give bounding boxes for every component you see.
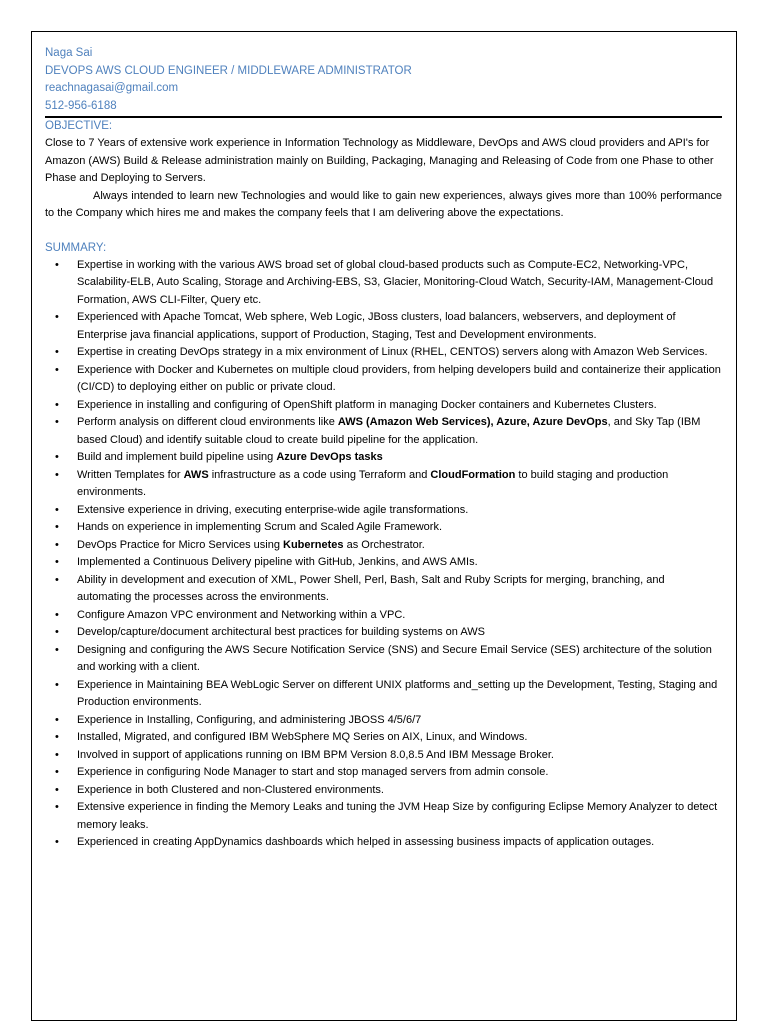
summary-item [45,344,722,362]
summary-item-text: Involved in support of applications running on IBM BPM Version 8.0,8.5 And IBM Message Broker. [77,748,554,761]
bullet-icon: • [55,713,59,726]
summary-item-text: , and Sky Tap (IBM based Cloud) and identify suitable cloud to create build pipeline for the application. [77,416,701,446]
bullet-icon: • [55,503,59,516]
objective-paragraph-2: Always intended to learn new Technologies and would like to gain new experiences, always gives more than 100% performance to the Company which hires me and makes the company feels that I am delivering above the expectations. [45,189,722,219]
summary-item-text: Designing and configuring the AWS Secure Notification Service (SNS) and Secure Email Service (SES) architecture of the solution and working with a client. [77,643,712,673]
bullet-icon: • [55,538,59,551]
bullet-icon: • [55,468,59,481]
bullet-icon: • [55,608,59,621]
candidate-email[interactable]: reachnagasai@gmail.com [45,82,179,94]
bullet-icon: • [55,731,59,743]
summary-item [45,607,722,625]
summary-item-text: Experienced in creating AppDynamics dashboards which helped in assessing business impacts of application outages. [77,836,655,848]
contact-header [45,45,722,115]
bullet-icon: • [55,573,59,586]
summary-item [45,537,722,555]
bullet-icon: • [55,626,59,638]
summary-item [45,257,722,310]
summary-item [45,572,722,607]
bullet-icon: • [55,398,59,411]
summary-item [45,642,722,677]
bullet-icon: • [55,643,59,656]
bullet-icon: • [55,451,59,463]
bullet-icon: • [55,416,59,428]
summary-item-text: to build staging and production environments. [77,468,669,498]
summary-item [45,677,722,712]
summary-item [45,764,722,782]
summary-item [45,502,722,520]
bullet-icon: • [55,801,59,813]
summary-item-text: Written Templates for [77,468,184,481]
objective-paragraph-1: Close to 7 Years of extensive work experience in Information Technology as Middleware, DevOps and AWS cloud providers and API's for Amazon (AWS) Build & Release administration mainly on Building, Packaging, Managing and Releasing of Code from one Phase to other Phase and Deploying to Servers. [45,137,714,184]
summary-item-text: Expertise in working with the various AWS broad set of global cloud-based products such as Compute-EC2, Networking-VPC, Scalability-ELB, Auto Scaling, Storage and Archiving-EBS, S3, Glacier, Monitoring-Cloud Watch, Security-IAM, Management-Cloud Formation, AWS CLI-Filter, Query etc. [77,258,714,306]
bullet-icon: • [55,311,59,323]
summary-item-text: Implemented a Continuous Delivery pipeline with GitHub, Jenkins, and AWS AMIs. [77,556,478,568]
summary-item [45,712,722,730]
summary-item-text: Experience in installing and configuring of OpenShift platform in managing Docker containers and Kubernetes Clusters. [77,398,657,411]
summary-item-text: Experience in configuring Node Manager to start and stop managed servers from admin console. [77,766,549,778]
summary-item [45,362,722,397]
summary-item-text: Build and implement build pipeline using [77,451,277,463]
summary-item [45,519,722,537]
summary-item [45,397,722,415]
bullet-icon: • [55,363,59,376]
summary-item-text: Hands on experience in implementing Scrum and Scaled Agile Framework. [77,521,443,533]
summary-list [45,257,722,852]
resume-page [31,31,737,1021]
summary-item [45,729,722,747]
summary-item-emphasis: CloudFormation [430,468,516,481]
bullet-icon: • [55,783,59,796]
summary-item-text: DevOps Practice for Micro Services using [77,538,284,551]
summary-heading: SUMMARY: [45,241,107,254]
summary-item-text: Installed, Migrated, and configured IBM WebSphere MQ Series on AIX, Linux, and Windows. [77,731,528,743]
candidate-title: DEVOPS AWS CLOUD ENGINEER / MIDDLEWARE ADMINISTRATOR [45,64,412,77]
summary-item-text: Ability in development and execution of XML, Power Shell, Perl, Bash, Salt and Ruby Scripts for merging, branching, and automating the processes across the environments. [77,573,665,603]
summary-item [45,747,722,765]
summary-item [45,309,722,344]
summary-item [45,834,722,852]
summary-item-text: Expertise in creating DevOps strategy in a mix environment of Linux (RHEL, CENTOS) servers along with Amazon Web Services. [77,346,708,358]
summary-item [45,414,722,449]
bullet-icon: • [55,836,59,848]
summary-item-text: Extensive experience in driving, executing enterprise-wide agile transformations. [77,503,469,516]
summary-item-text: infrastructure as a code using Terraform and [208,468,431,481]
summary-item-text: Experience in both Clustered and non-Clustered environments. [77,783,384,796]
bullet-icon: • [55,346,59,358]
summary-item [45,624,722,642]
bullet-icon: • [55,678,59,691]
summary-item [45,449,722,467]
resume-content [45,45,722,852]
summary-item-text: Experience in Installing, Configuring, and administering JBOSS 4/5/6/7 [77,713,422,726]
bullet-icon: • [55,258,59,271]
summary-item [45,467,722,502]
summary-item-emphasis: AWS (Amazon Web Services), Azure, Azure DevOps [337,416,608,428]
summary-item [45,799,722,834]
summary-item-text: Experienced with Apache Tomcat, Web sphere, Web Logic, JBoss clusters, load balancers, webservers, and deployment of Enterprise java financial applications, support of Production, Staging, Test and Development environments. [77,311,676,341]
section-spacer [45,223,722,240]
bullet-icon: • [55,766,59,778]
candidate-phone: 512-956-6188 [45,99,117,112]
summary-item-text: Perform analysis on different cloud environments like [77,416,338,428]
summary-item-text: Experience in Maintaining BEA WebLogic Server on different UNIX platforms and_setting up the Development, Testing, Staging and Production environments. [77,678,718,708]
summary-item-emphasis: Kubernetes [283,538,344,551]
summary-item-text: as Orchestrator. [343,538,425,551]
bullet-icon: • [55,521,59,533]
candidate-name: Naga Sai [45,47,93,59]
summary-item-text: Experience with Docker and Kubernetes on multiple cloud providers, from helping developers build and containerize their application (CI/CD) to deploying either on public or private cloud. [77,363,721,393]
summary-item [45,554,722,572]
summary-item-emphasis: AWS [183,468,209,481]
objective-heading: OBJECTIVE: [45,120,113,132]
summary-item [45,782,722,800]
bullet-icon: • [55,556,59,568]
summary-item-text: Configure Amazon VPC environment and Networking within a VPC. [77,608,406,621]
summary-item-text: Develop/capture/document architectural best practices for building systems on AWS [77,626,486,638]
summary-item-text: Extensive experience in finding the Memory Leaks and tuning the JVM Heap Size by configuring Eclipse Memory Analyzer to detect memory leaks. [77,801,718,831]
summary-item-emphasis: Azure DevOps tasks [276,451,383,463]
bullet-icon: • [55,748,59,761]
